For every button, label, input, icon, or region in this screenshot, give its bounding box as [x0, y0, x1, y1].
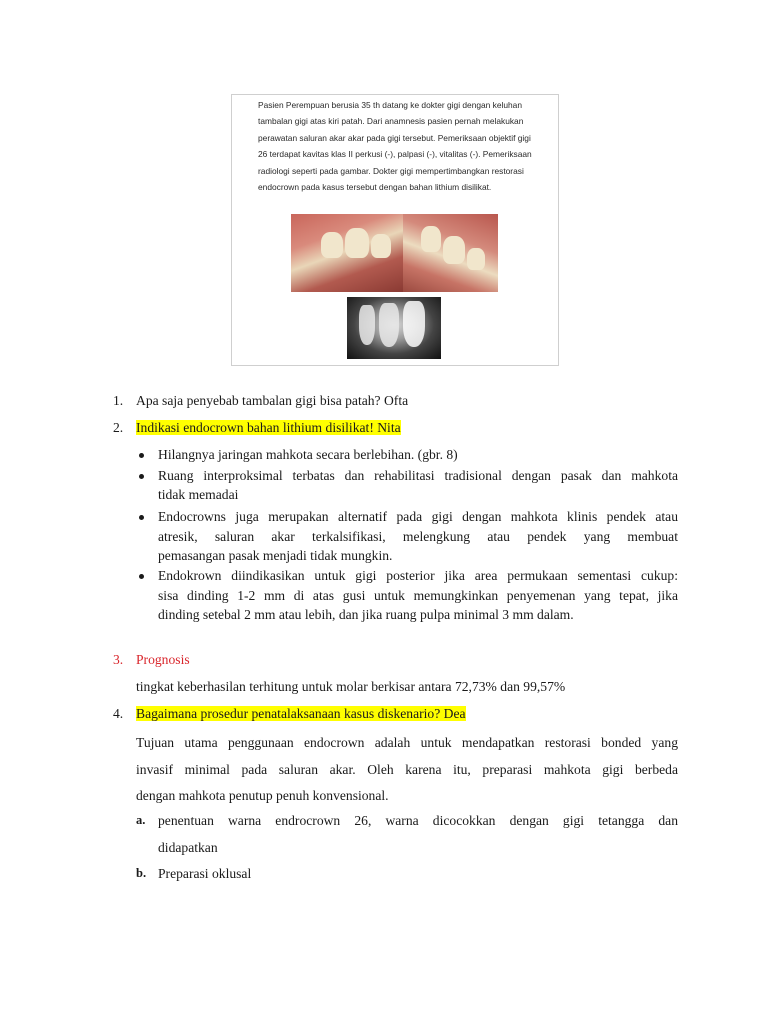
step-b-label: b. — [136, 866, 147, 880]
scenario-figure — [231, 94, 559, 366]
bullet-icon — [139, 515, 144, 520]
intraoral-photo-left — [291, 214, 403, 292]
bullet-icon — [139, 474, 144, 479]
scenario-text: Pasien Perempuan berusia 35 th datang ke dokter gigi dengan keluhan tambalan gigi atas kiri patah. Dari anamnesis pasien pernah melakukan perawatan saluran akar akar pada gigi tersebut. Pemeriksaan objektif gigi 26 terdapat kavitas klas II perkusi (-), palpasi (-), vitalitas (-). Pemeriksaan radiologi seperti pada gambar. Dokter gigi mempertimbangkan restorasi endocrown pada kasus tersebut dengan bahan lithium disilikat. — [258, 100, 532, 193]
intraoral-photo-right — [403, 214, 498, 292]
radiograph-image — [347, 297, 441, 359]
bullet-icon — [139, 574, 144, 579]
prognosis-answer: tingkat keberhasilan terhitung untuk molar berkisar antara 72,73% dan 99,57% — [136, 679, 566, 694]
step-a: penentuan warna endrocrown 26, warna dicocokkan dengan gigi tetangga dan didapatkan — [158, 813, 678, 855]
question-3: Prognosis — [136, 652, 190, 667]
list-item: Endocrowns juga merupakan alternatif pada gigi dengan mahkota klinis pendek atau atresik, saluran akar terkalsifikasi, melengkung atau pendek yang membuat pemasangan pasak menjadi tidak mungkin. — [158, 509, 678, 563]
step-b: Preparasi oklusal — [158, 866, 252, 881]
question-1-number: 1. — [113, 393, 124, 408]
list-item: Hilangnya jaringan mahkota secara berlebihan. (gbr. 8) — [158, 447, 458, 462]
list-item: Endokrown diindikasikan untuk gigi posterior jika area permukaan sementasi cukup: sisa dinding 1-2 mm di atas gusi untuk memungkinkan penyemenan yang tepat, jika dinding setebal 2 mm atau lebih, dan jika ruang pulpa minimal 3 mm dalam. — [158, 568, 678, 622]
question-4-number: 4. — [113, 706, 124, 721]
procedure-answer: Tujuan utama penggunaan endocrown adalah untuk mendapatkan restorasi bonded yang invasif minimal pada saluran akar. Oleh karena itu, preparasi mahkota gigi berbeda dengan mahkota penutup penuh konvensional. — [136, 735, 678, 803]
list-item: Ruang interproksimal terbatas dan rehabilitasi tradisional dengan pasak dan mahkota tidak memadai — [158, 468, 678, 502]
bullet-icon — [139, 453, 144, 458]
question-4: Bagaimana prosedur penatalaksanaan kasus diskenario? Dea — [136, 706, 466, 721]
question-1: Apa saja penyebab tambalan gigi bisa patah? Ofta — [136, 393, 409, 408]
question-2: Indikasi endocrown bahan lithium disilikat! Nita — [136, 420, 401, 435]
question-3-number: 3. — [113, 652, 124, 667]
step-a-label: a. — [136, 813, 146, 827]
question-2-number: 2. — [113, 420, 124, 435]
